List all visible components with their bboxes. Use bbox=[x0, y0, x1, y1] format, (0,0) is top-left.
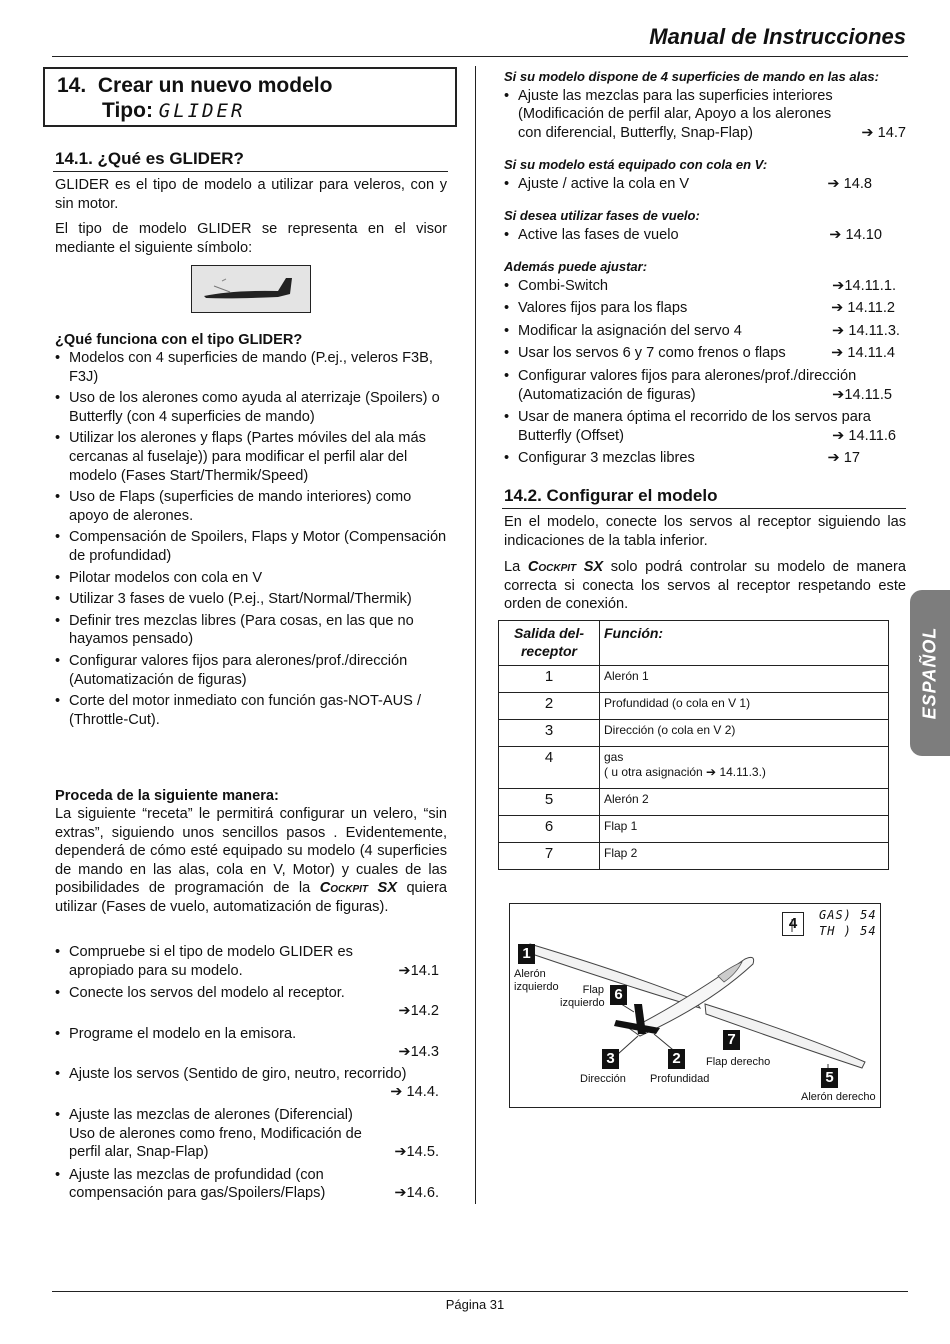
step-text: Programe el modelo en la emisora. bbox=[69, 1025, 297, 1042]
item-text: Valores fijos para los flaps bbox=[518, 300, 688, 317]
para-glider-1: GLIDER es el tipo de modelo a utilizar para veleros, con y sin motor. bbox=[55, 177, 447, 212]
group-heading: Si desea utilizar fases de vuelo: bbox=[504, 208, 700, 223]
label-flap-izq-1: Flap bbox=[582, 984, 604, 996]
section-14-title-box bbox=[43, 67, 457, 127]
right-group-4 bbox=[504, 258, 906, 472]
section-14-heading bbox=[57, 74, 332, 98]
table-row bbox=[499, 666, 889, 693]
step-text: Ajuste las mezclas de alerones (Diferencial) Uso de alerones como freno, Modificación de perfil alar, Snap-Flap) bbox=[69, 1106, 362, 1161]
right-group-2 bbox=[504, 156, 906, 193]
heading-14-1-rule bbox=[53, 171, 448, 172]
list-item: • Compensación de Spoilers, Flaps y Motor (Compensación de profundidad) bbox=[55, 528, 447, 565]
list-item bbox=[504, 322, 906, 341]
heading-14-2-rule bbox=[502, 508, 906, 509]
language-tab bbox=[910, 590, 950, 756]
item-text: Combi-Switch bbox=[518, 277, 609, 294]
para-config-2 bbox=[504, 558, 906, 614]
brand-name: Cockpit SX bbox=[527, 559, 604, 575]
list-item bbox=[504, 175, 906, 194]
cell-salida: 1 bbox=[499, 666, 600, 693]
step-ref: ➔14.1 bbox=[398, 962, 439, 979]
step-item bbox=[55, 1065, 439, 1102]
list-item: • Configurar valores fijos para alerones/prof./dirección (Automatización de figuras) bbox=[55, 652, 447, 689]
config-text-a: La bbox=[504, 559, 521, 575]
cell-salida: 6 bbox=[499, 816, 600, 843]
item-ref: ➔ 14.11.6 bbox=[832, 427, 896, 444]
para-config-1: En el modelo, conecte los servos al receptor siguiendo las indicaciones de la tabla inferior. bbox=[504, 514, 906, 549]
group-heading: Si su modelo dispone de 4 superficies de mando en las alas: bbox=[504, 69, 879, 84]
lcd-gas-readout: GAS) 54 bbox=[819, 908, 877, 922]
cell-funcion: Flap 1 bbox=[600, 816, 889, 843]
proceda-text-1: La siguiente “receta” le permitirá configurar un velero, “sin extras”, siguiendo unos sencillos pasos . Evidentemente, dependerá de cómo esté equipado su modelo (4 superficies de mando en las alas, cola en V, Motor) y cuales de las posibilidades de programación de la bbox=[55, 806, 447, 897]
label-aleron-izq-2: izquierdo bbox=[514, 981, 559, 993]
servo-6-marker: 6 bbox=[610, 985, 627, 1005]
cell-salida: 7 bbox=[499, 843, 600, 870]
list-item: • Uso de Flaps (superficies de mando interiores) como apoyo de alerones. bbox=[55, 488, 447, 525]
list-item bbox=[504, 226, 906, 245]
servo-1-marker: 1 bbox=[518, 944, 535, 964]
item-text: Modificar la asignación del servo 4 bbox=[518, 322, 742, 339]
list-item bbox=[504, 367, 906, 404]
servo-7-marker: 7 bbox=[723, 1030, 740, 1050]
label-direccion: Dirección bbox=[580, 1073, 626, 1085]
item-ref: ➔ 14.7 bbox=[861, 124, 906, 141]
item-ref: ➔14.11.5 bbox=[832, 386, 892, 403]
step-item bbox=[55, 943, 439, 980]
item-text: Active las fases de vuelo bbox=[518, 226, 679, 243]
cell-salida: 4 bbox=[499, 747, 600, 789]
label-profundidad: Profundidad bbox=[650, 1073, 710, 1085]
label-aleron-izq-1: Alerón bbox=[514, 968, 546, 980]
servo-3-marker: 3 bbox=[602, 1049, 619, 1069]
column-divider bbox=[475, 66, 476, 1204]
group-heading: Además puede ajustar: bbox=[504, 259, 648, 274]
label-aleron-der: Alerón derecho bbox=[801, 1091, 876, 1103]
table-row bbox=[499, 789, 889, 816]
glider-symbol-box bbox=[191, 265, 311, 313]
table-row bbox=[499, 747, 889, 789]
proceda-heading: Proceda de la siguiente manera: bbox=[55, 788, 279, 804]
list-item bbox=[504, 344, 906, 363]
step-text: Ajuste las mezclas de profundidad (con compensación para gas/Spoilers/Flaps) bbox=[69, 1166, 326, 1202]
funciona-heading: ¿Qué funciona con el tipo GLIDER? bbox=[55, 332, 303, 348]
list-item: • Pilotar modelos con cola en V bbox=[55, 569, 447, 588]
step-item bbox=[55, 1025, 439, 1062]
item-text: Usar los servos 6 y 7 como frenos o flaps bbox=[518, 345, 786, 362]
proceda-paragraph bbox=[55, 805, 447, 917]
step-text: Compruebe si el tipo de modelo GLIDER es apropiado para su modelo. bbox=[69, 944, 353, 979]
section-title: Crear un nuevo modelo bbox=[97, 74, 333, 97]
list-item: • Utilizar los alerones y flaps (Partes móviles del ala más cercanas al fuselaje)) para modificar el perfil alar del modelo (Fases Start/Thermik/Speed) bbox=[55, 429, 447, 485]
col-salida-header: Salida del-receptor bbox=[499, 621, 600, 666]
list-item bbox=[504, 408, 906, 445]
cell-funcion bbox=[600, 747, 889, 789]
section-number: 14. bbox=[57, 74, 87, 97]
item-ref: ➔ 14.8 bbox=[827, 175, 872, 192]
item-ref: ➔ 14.11.2 bbox=[831, 300, 895, 317]
item-ref: ➔ 14.10 bbox=[829, 226, 882, 243]
label-flap-der: Flap derecho bbox=[706, 1056, 771, 1068]
col-funcion-header: Función: bbox=[600, 621, 889, 666]
list-item: • Modelos con 4 superficies de mando (P.ej., veleros F3B, F3J) bbox=[55, 349, 447, 386]
servo-table bbox=[498, 620, 889, 870]
table-header-row bbox=[499, 621, 889, 666]
cell-funcion: Flap 2 bbox=[600, 843, 889, 870]
list-item: • Corte del motor inmediato con función gas-NOT-AUS / (Throttle-Cut). bbox=[55, 692, 447, 729]
list-item: • Definir tres mezclas libres (Para cosas, en las que no hayamos pensado) bbox=[55, 612, 447, 649]
para-glider-2: El tipo de modelo GLIDER se representa en el visor mediante el siguiente símbolo: bbox=[55, 221, 447, 256]
funciona-list bbox=[55, 349, 447, 732]
manual-title: Manual de Instrucciones bbox=[649, 24, 906, 49]
heading-14-1: 14.1. ¿Qué es GLIDER? bbox=[55, 149, 244, 168]
table-row bbox=[499, 693, 889, 720]
cell-funcion: Alerón 2 bbox=[600, 789, 889, 816]
section-14-tipo bbox=[102, 99, 245, 123]
servo-5-marker: 5 bbox=[821, 1068, 838, 1088]
item-text: Ajuste / active la cola en V bbox=[518, 175, 690, 192]
servo-4-box: 4 bbox=[782, 912, 804, 936]
label-flap-izq-2: izquierdo bbox=[560, 997, 605, 1009]
item-ref: ➔ 17 bbox=[827, 450, 860, 467]
step-ref: ➔14.6. bbox=[394, 1185, 439, 1202]
cell-funcion-line2: ( u otra asignación ➔ 14.11.3.) bbox=[604, 765, 766, 779]
glider-symbol-icon bbox=[192, 266, 310, 312]
list-item bbox=[504, 277, 906, 296]
step-text: Conecte los servos del modelo al receptor. bbox=[69, 985, 345, 1002]
steps-list bbox=[55, 943, 439, 1207]
tipo-value: GLIDER bbox=[158, 100, 246, 122]
step-item bbox=[55, 1166, 439, 1203]
cell-funcion: Dirección (o cola en V 2) bbox=[600, 720, 889, 747]
list-item bbox=[504, 299, 906, 318]
step-ref: ➔14.3 bbox=[398, 1043, 439, 1060]
step-item bbox=[55, 984, 439, 1021]
list-item bbox=[504, 87, 906, 143]
table-row bbox=[499, 720, 889, 747]
group-list bbox=[504, 226, 906, 245]
step-text: Ajuste los servos (Sentido de giro, neutro, recorrido) bbox=[69, 1066, 407, 1083]
brand-name: Cockpit SX bbox=[319, 880, 397, 897]
heading-14-2: 14.2. Configurar el modelo bbox=[504, 486, 718, 505]
cell-salida: 3 bbox=[499, 720, 600, 747]
proceda-text-2: quiera utilizar (Fases de vuelo, automatización de figuras). bbox=[55, 880, 448, 915]
item-text: Usar de manera óptima el recorrido de los servos para Butterfly (Offset) bbox=[518, 409, 871, 444]
cell-funcion-line1: gas bbox=[604, 750, 624, 764]
glider-servo-diagram bbox=[509, 903, 881, 1108]
step-ref: ➔14.2 bbox=[398, 1003, 439, 1020]
table-row bbox=[499, 843, 889, 870]
item-text: Configurar 3 mezclas libres bbox=[518, 450, 695, 467]
item-ref: ➔ 14.11.3. bbox=[832, 322, 900, 339]
table-row bbox=[499, 816, 889, 843]
label-flap-izq bbox=[560, 984, 604, 1010]
group-heading: Si su modelo está equipado con cola en V: bbox=[504, 157, 768, 172]
label-aleron-izq bbox=[514, 968, 559, 994]
lcd-th-readout: TH ) 54 bbox=[819, 924, 877, 938]
tipo-label: Tipo: bbox=[102, 99, 153, 122]
header-rule bbox=[52, 56, 908, 57]
right-group-3 bbox=[504, 207, 906, 244]
config-text-b: solo podrá controlar su modelo de manera correcta si conecta los servos al receptor respetando este orden de conexión. bbox=[504, 559, 907, 613]
step-ref: ➔14.5. bbox=[394, 1144, 439, 1161]
item-text: Ajuste las mezclas para las superficies interiores (Modificación de perfil alar, Apoyo a los alerones con diferencial, Butterfly, Snap-Flap) bbox=[518, 87, 833, 141]
group-list bbox=[504, 277, 906, 468]
group-list bbox=[504, 87, 906, 143]
list-item bbox=[504, 449, 906, 468]
footer-rule bbox=[52, 1291, 908, 1292]
group-list bbox=[504, 175, 906, 194]
item-text: Configurar valores fijos para alerones/prof./dirección (Automatización de figuras) bbox=[518, 367, 857, 403]
list-item: • Utilizar 3 fases de vuelo (P.ej., Start/Normal/Thermik) bbox=[55, 590, 447, 609]
cell-funcion: Profundidad (o cola en V 1) bbox=[600, 693, 889, 720]
list-item: • Uso de los alerones como ayuda al aterrizaje (Spoilers) o Butterfly (con 4 superficies de mando) bbox=[55, 389, 447, 426]
cell-salida: 5 bbox=[499, 789, 600, 816]
cell-salida: 2 bbox=[499, 693, 600, 720]
language-tab-label: ESPAÑOL bbox=[919, 626, 940, 720]
right-group-1 bbox=[504, 68, 906, 142]
step-item bbox=[55, 1106, 439, 1162]
item-ref: ➔ 14.11.4 bbox=[831, 345, 895, 362]
servo-2-marker: 2 bbox=[668, 1049, 685, 1069]
step-ref: ➔ 14.4. bbox=[390, 1084, 439, 1101]
item-ref: ➔14.11.1. bbox=[832, 277, 896, 294]
page-number: Página 31 bbox=[445, 1297, 505, 1312]
cell-funcion: Alerón 1 bbox=[600, 666, 889, 693]
